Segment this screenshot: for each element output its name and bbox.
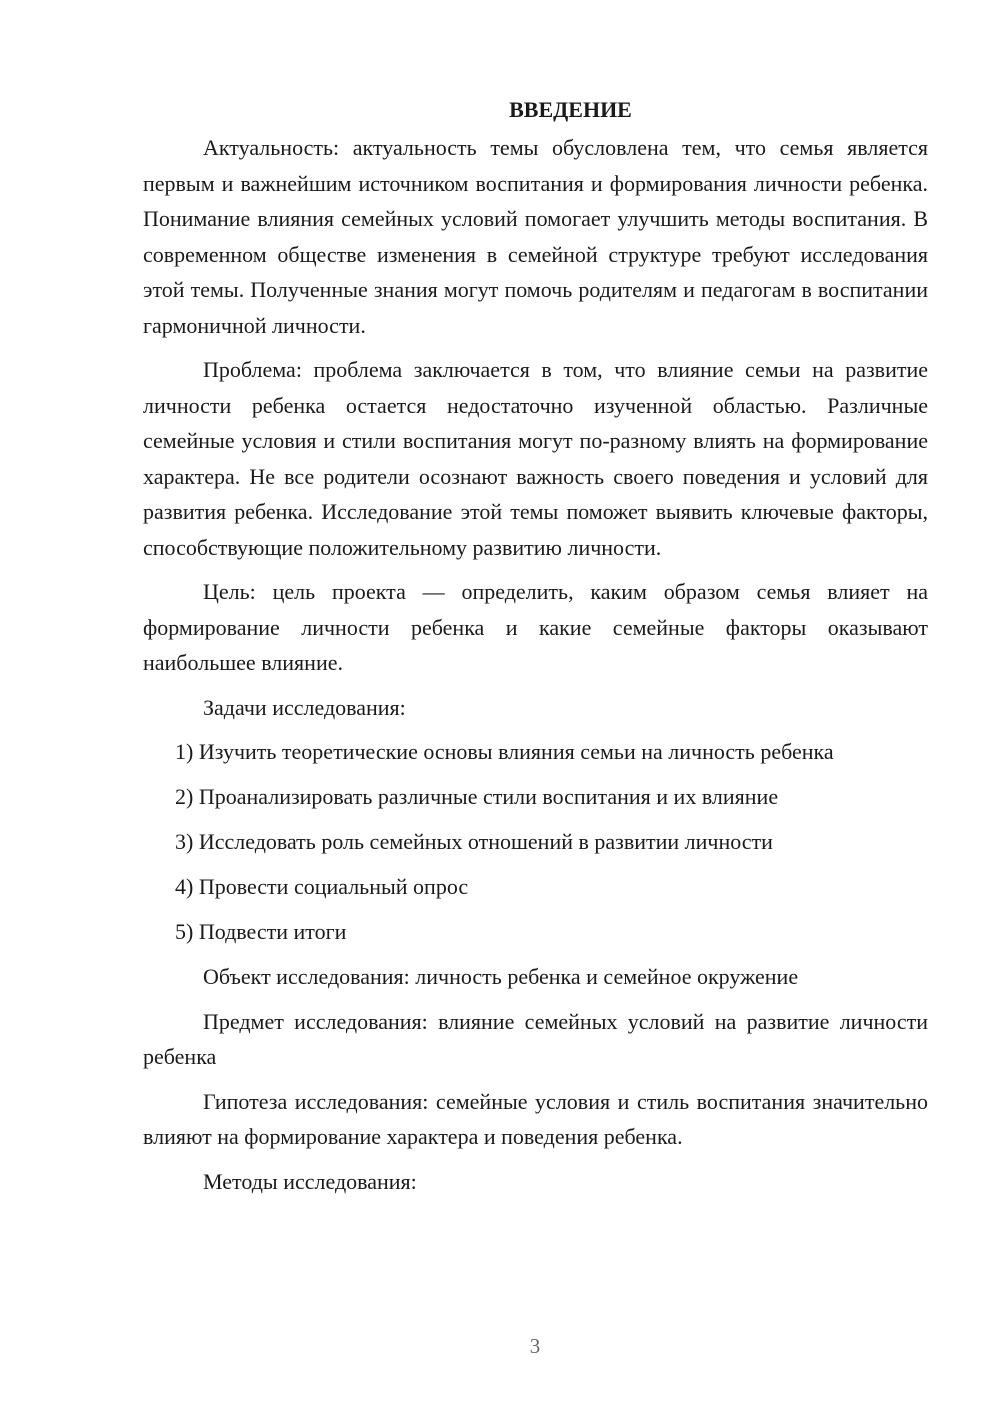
list-item: 5) Подвести итоги	[175, 919, 347, 944]
page-number: 3	[529, 1334, 541, 1358]
list-item: 3) Исследовать роль семейных отношений в развитии личности	[175, 829, 773, 854]
list-item: 2) Проанализировать различные стили воспитания и их влияние	[175, 784, 779, 809]
paragraph-problem: Проблема: проблема заключается в том, что влияние семьи на развитие личности ребенка остается недостаточно изученной областью. Различные семейные условия и стили воспитания могут по-разному влиять на формирование характера. Не все родители осознают важность своего поведения и условий для развития ребенка. Исследование этой темы поможет выявить ключевые факторы, способствующие положительному развитию личности.	[143, 357, 928, 560]
paragraph-goal: Цель: цель проекта — определить, каким образом семья влияет на формирование личности ребенка и какие семейные факторы оказывают наибольшее влияние.	[143, 579, 928, 675]
paragraph-relevance: Актуальность: актуальность темы обусловлена тем, что семья является первым и важнейшим источником воспитания и формирования личности ребенка. Понимание влияния семейных условий помогает улучшить методы воспитания. В современном обществе изменения в семейной структуре требуют исследования этой темы. Полученные знания могут помочь родителям и педагогам в воспитании гармоничной личности.	[143, 135, 928, 338]
page-title: ВВЕДЕНИЕ	[509, 97, 632, 122]
list-item: 1) Изучить теоретические основы влияния семьи на личность ребенка	[175, 739, 834, 764]
paragraph-object: Объект исследования: личность ребенка и семейное окружение	[203, 964, 799, 989]
list-item: 4) Провести социальный опрос	[175, 874, 469, 899]
paragraph-tasks-heading: Задачи исследования:	[203, 694, 406, 720]
paragraph-subject: Предмет исследования: влияние семейных условий на развитие личности ребенка	[143, 1008, 928, 1069]
paragraph-methods: Методы исследования:	[203, 1168, 417, 1194]
tasks-list	[143, 734, 928, 950]
paragraph-hypothesis: Гипотеза исследования: семейные условия и стиль воспитания значительно влияют на формирование характера и поведения ребенка.	[143, 1088, 928, 1149]
